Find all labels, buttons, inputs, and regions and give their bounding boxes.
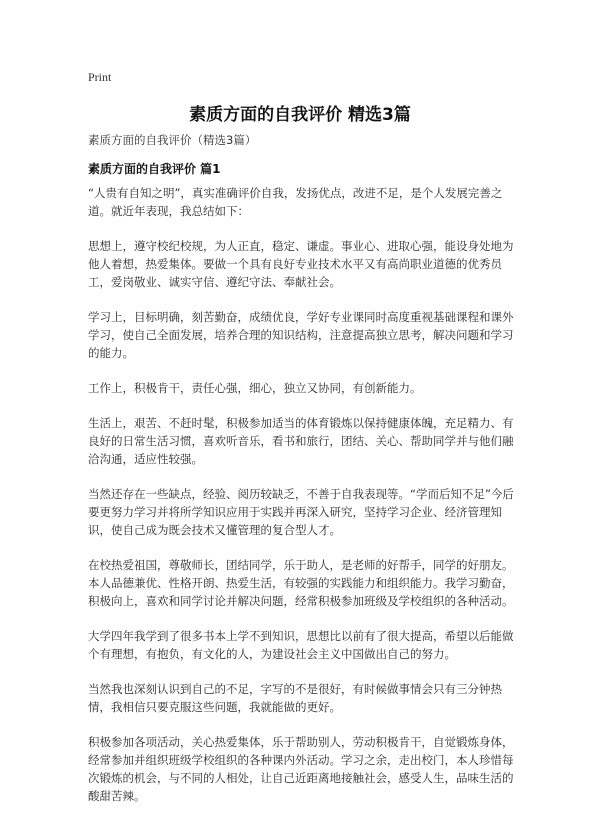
- paragraph: 学习上，目标明确，刻苦勤奋，成绩优良，学好专业课同时高度重视基础课程和课外学习，使自己全面发展，培养合理的知识结构，注意提高独立思考，解决问题和学习的能力。: [88, 310, 514, 360]
- page-title: 素质方面的自我评价 精选3篇: [189, 105, 411, 125]
- paragraph: 工作上，积极肯干，责任心强，细心，独立又协同，有创新能力。: [88, 381, 422, 395]
- document-subtitle: 素质方面的自我评价（精选3篇）: [88, 133, 257, 147]
- document-body: [88, 184, 518, 822]
- paragraph: “人贵有自知之明”，真实准确评价自我，发扬优点，改进不足，是个人发展完善之道。就近年表现，我总结如下：: [88, 186, 503, 218]
- paragraph: 思想上，遵守校纪校规，为人正直，稳定、谦虚。事业心、进取心强，能设身处地为他人着想，热爱集体。要做一个具有良好专业技术水平又有高尚职业道德的优秀员工，爱岗敬业、诚实守信、遵纪守法、奉献社会。: [88, 239, 514, 289]
- section-heading: 素质方面的自我评价 篇1: [88, 162, 221, 176]
- paragraph: 在校热爱祖国，尊敬师长，团结同学，乐于助人，是老师的好帮手，同学的好朋友。本人品德兼优、性格开朗、热爱生活，有较强的实践能力和组织能力。我学习勤奋，积极向上，喜欢和同学讨论并解决问题，经常积极参加班级及学校组织的各种活动。: [88, 558, 514, 608]
- paragraph: 当然我也深刻认识到自己的不足，字写的不是很好，有时候做事情会只有三分钟热情，我相信只要克服这些问题，我就能做的更好。: [88, 682, 502, 714]
- paragraph: 积极参加各项活动，关心热爱集体，乐于帮助别人，劳动积极肯干，自觉锻炼身体，经常参加并组织班级学校组织的各种课内外活动。学习之余，走出校门，本人珍惜每次锻炼的机会，与不同的人相处，让自己近距离地接触社会，感受人生，品味生活的酸甜苦辣。: [88, 735, 514, 803]
- print-link[interactable]: Print: [88, 70, 112, 84]
- paragraph: 大学四年我学到了很多书本上学不到知识，思想比以前有了很大提高，希望以后能做个有理想，有抱负，有文化的人，为建设社会主义中国做出自己的努力。: [88, 629, 514, 661]
- paragraph: 当然还存在一些缺点，经验、阅历较缺乏，不善于自我表现等。“学而后知不足”今后要更努力学习并将所学知识应用于实践并再深入研究，坚持学习企业、经济管理知识，使自己成为既会技术又懂管理的复合型人才。: [88, 487, 514, 537]
- paragraph: 生活上，艰苦、不赶时髦，积极参加适当的体育锻炼以保持健康体魄，充足精力、有良好的日常生活习惯，喜欢听音乐，看书和旅行，团结、关心、帮助同学并与他们融洽沟通，适应性较强。: [88, 416, 514, 466]
